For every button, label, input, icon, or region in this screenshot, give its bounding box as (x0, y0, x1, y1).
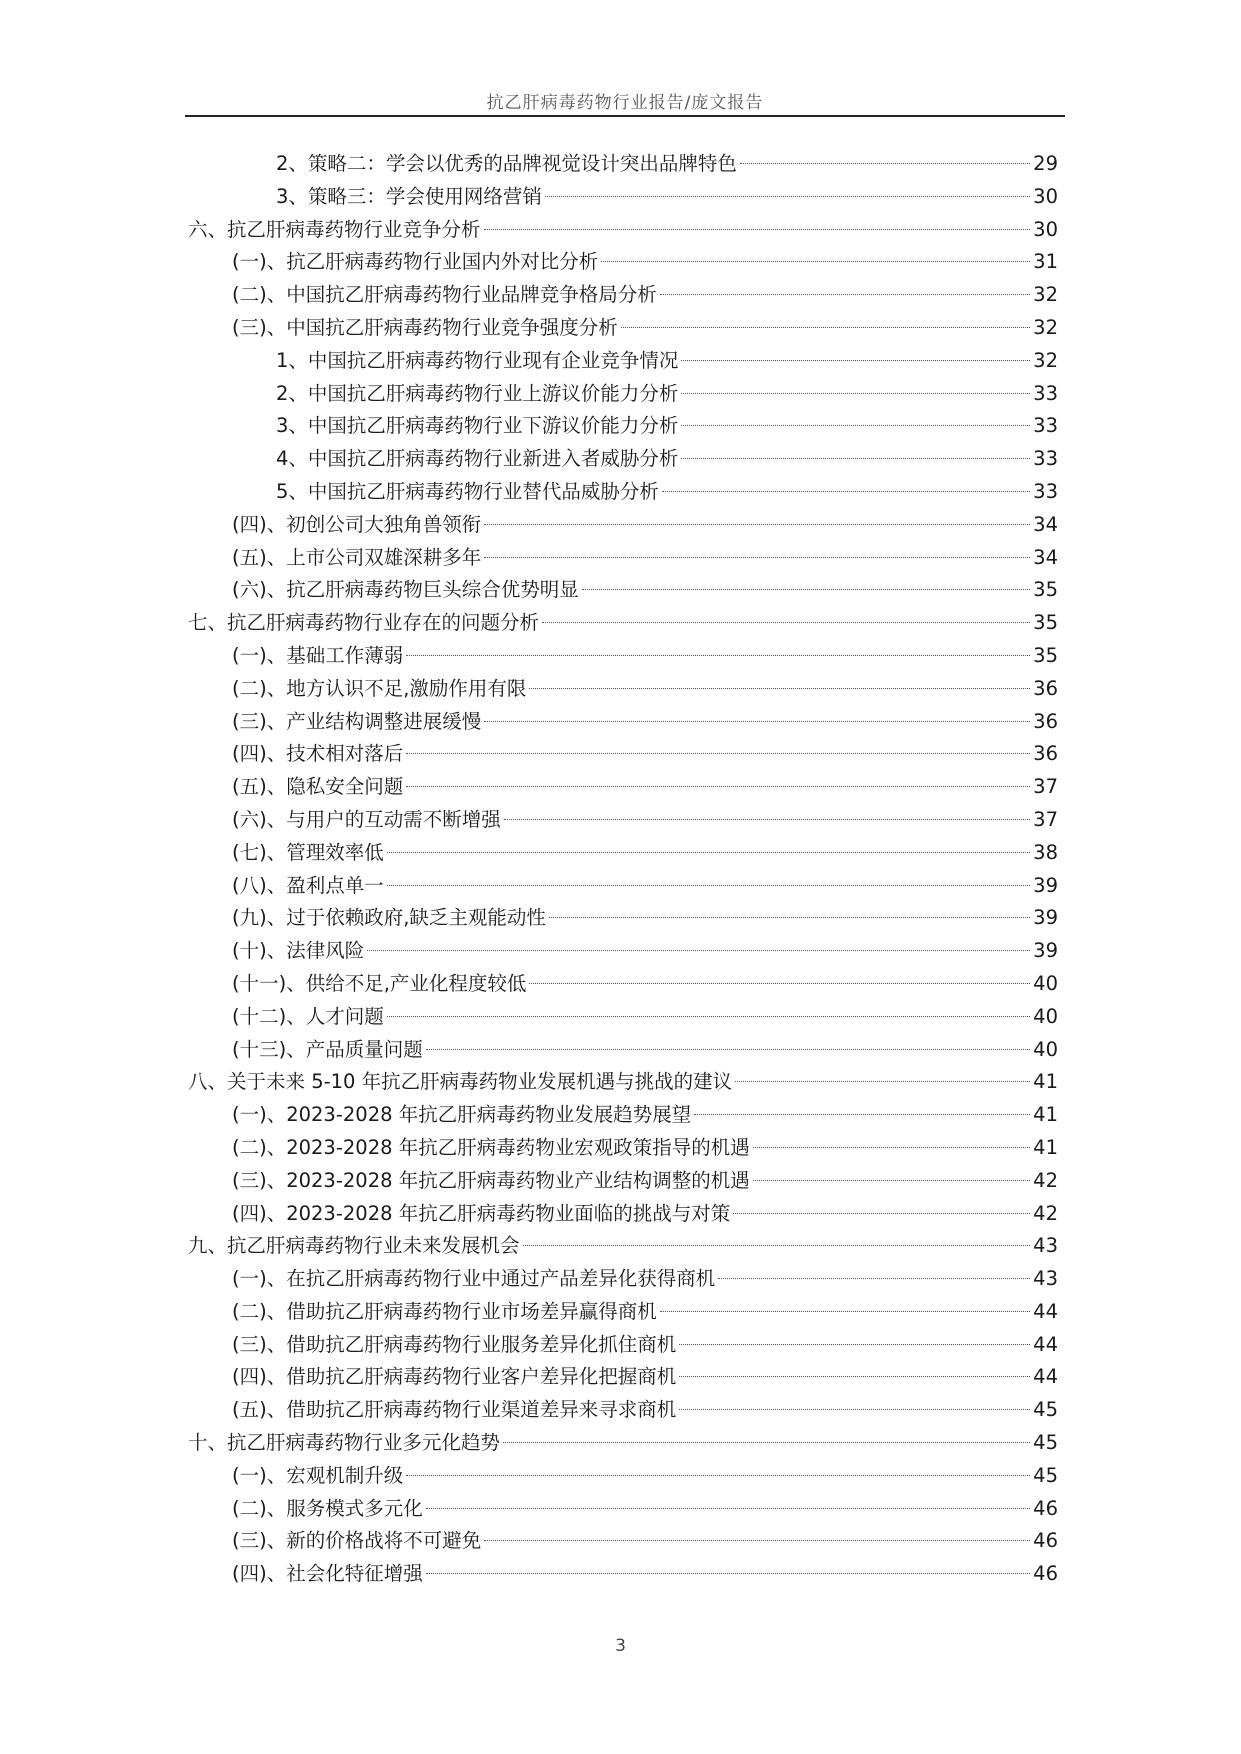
toc-entry[interactable] (188, 1034, 1058, 1067)
toc-dot-leader (545, 196, 1030, 197)
toc-entry[interactable] (188, 148, 1058, 181)
toc-entry-page: 44 (1033, 1299, 1058, 1323)
toc-dot-leader (662, 491, 1030, 492)
toc-dot-leader (582, 589, 1030, 590)
toc-dot-leader (681, 458, 1030, 459)
toc-entry-page: 33 (1033, 414, 1058, 438)
toc-dot-leader (660, 294, 1030, 295)
toc-entry-title: 2、策略二：学会以优秀的品牌视觉设计突出品牌特色 (276, 152, 737, 175)
toc-entry[interactable] (188, 1394, 1058, 1427)
toc-dot-leader (406, 1475, 1030, 1476)
toc-entry-title: (五)、隐私安全问题 (232, 775, 404, 799)
toc-entry[interactable] (188, 1558, 1058, 1591)
page-number: 3 (615, 1636, 626, 1656)
toc-dot-leader (387, 852, 1030, 853)
toc-entry-page: 32 (1033, 348, 1058, 372)
toc-dot-leader (549, 917, 1030, 918)
toc-entry-title: (三)、借助抗乙肝病毒药物行业服务差异化抓住商机 (232, 1332, 677, 1356)
header-divider (185, 115, 1065, 117)
toc-entry-page: 41 (1033, 1135, 1058, 1159)
toc-entry[interactable] (188, 378, 1058, 411)
toc-entry-title: (十三)、产品质量问题 (232, 1037, 423, 1061)
toc-entry-title: 4、中国抗乙肝病毒药物行业新进入者威胁分析 (276, 447, 679, 471)
toc-entry-title: (四)、初创公司大独角兽领衔 (232, 512, 482, 536)
toc-entry[interactable] (188, 1296, 1058, 1329)
toc-entry[interactable] (188, 607, 1058, 640)
toc-entry-page: 35 (1033, 611, 1058, 635)
toc-dot-leader (529, 983, 1030, 984)
toc-entry[interactable] (188, 935, 1058, 968)
toc-entry[interactable] (188, 673, 1058, 706)
toc-entry-page: 33 (1033, 479, 1058, 503)
toc-entry-title: 六、抗乙肝病毒药物行业竞争分析 (188, 217, 481, 241)
toc-entry-title: 七、抗乙肝病毒药物行业存在的问题分析 (188, 611, 540, 635)
toc-entry-title: (三)、产业结构调整进展缓慢 (232, 709, 482, 733)
toc-entry-page: 39 (1033, 873, 1058, 897)
toc-dot-leader (681, 393, 1030, 394)
toc-entry[interactable] (188, 1525, 1058, 1558)
toc-dot-leader (542, 622, 1030, 623)
toc-dot-leader (387, 885, 1030, 886)
toc-entry[interactable] (188, 246, 1058, 279)
toc-entry-title: (四)、社会化特征增强 (232, 1562, 423, 1586)
toc-dot-leader (484, 1540, 1030, 1541)
toc-entry[interactable] (188, 870, 1058, 903)
toc-entry[interactable] (188, 1263, 1058, 1296)
toc-entry-page: 36 (1033, 742, 1058, 766)
toc-entry-title: 3、策略三：学会使用网络营销 (276, 184, 542, 208)
toc-entry-page: 33 (1033, 381, 1058, 405)
toc-dot-leader (660, 1311, 1030, 1312)
toc-entry-page: 41 (1033, 1103, 1058, 1127)
toc-entry-title: (二)、2023-2028 年抗乙肝病毒药物业宏观政策指导的机遇 (232, 1135, 750, 1159)
toc-entry-title: (十一)、供给不足,产业化程度较低 (232, 971, 527, 995)
toc-entry-title: (十二)、人才问题 (232, 1004, 384, 1028)
toc-entry-title: 九、抗乙肝病毒药物行业未来发展机会 (188, 1234, 520, 1258)
toc-entry[interactable] (188, 837, 1058, 870)
toc-dot-leader (621, 327, 1030, 328)
toc-entry-page: 46 (1033, 1562, 1058, 1586)
toc-dot-leader (679, 1344, 1030, 1345)
toc-entry-title: (四)、2023-2028 年抗乙肝病毒药物业面临的挑战与对策 (232, 1201, 731, 1225)
toc-dot-leader (681, 360, 1030, 361)
toc-entry-page: 35 (1033, 643, 1058, 667)
toc-dot-leader (753, 1180, 1030, 1181)
toc-entry[interactable] (188, 279, 1058, 312)
toc-entry-page: 43 (1033, 1267, 1058, 1291)
toc-entry[interactable] (188, 771, 1058, 804)
toc-entry[interactable] (188, 738, 1058, 771)
table-of-contents (188, 148, 1058, 1591)
toc-entry[interactable] (188, 1001, 1058, 1034)
toc-entry[interactable] (188, 410, 1058, 443)
toc-dot-leader (406, 786, 1030, 787)
toc-entry-title: (八)、盈利点单一 (232, 873, 384, 897)
toc-entry-page: 44 (1033, 1332, 1058, 1356)
toc-dot-leader (679, 1376, 1030, 1377)
toc-entry[interactable] (188, 1132, 1058, 1165)
toc-entry-page: 32 (1033, 283, 1058, 307)
toc-entry-page: 38 (1033, 840, 1058, 864)
toc-dot-leader (426, 1573, 1030, 1574)
toc-entry[interactable] (188, 181, 1058, 214)
toc-dot-leader (679, 1409, 1030, 1410)
toc-entry[interactable] (188, 509, 1058, 542)
toc-entry-title: (三)、中国抗乙肝病毒药物行业竞争强度分析 (232, 315, 618, 339)
toc-dot-leader (601, 261, 1030, 262)
toc-entry-page: 30 (1033, 184, 1058, 208)
toc-entry-title: (七)、管理效率低 (232, 840, 384, 864)
toc-entry-title: (一)、在抗乙肝病毒药物行业中通过产品差异化获得商机 (232, 1267, 716, 1291)
toc-entry-title: (三)、2023-2028 年抗乙肝病毒药物业产业结构调整的机遇 (232, 1168, 750, 1192)
toc-entry[interactable] (188, 1099, 1058, 1132)
toc-dot-leader (484, 721, 1030, 722)
toc-entry-title: 十、抗乙肝病毒药物行业多元化趋势 (188, 1431, 501, 1455)
toc-entry-page: 30 (1033, 217, 1058, 241)
toc-entry-title: 5、中国抗乙肝病毒药物行业替代品威胁分析 (276, 479, 659, 503)
toc-entry-title: (三)、新的价格战将不可避免 (232, 1529, 482, 1553)
toc-entry[interactable] (188, 1066, 1058, 1099)
toc-entry-title: (六)、抗乙肝病毒药物巨头综合优势明显 (232, 578, 579, 602)
toc-dot-leader (426, 1508, 1030, 1509)
toc-entry-title: (一)、宏观机制升级 (232, 1463, 404, 1487)
toc-entry-page: 45 (1033, 1463, 1058, 1487)
toc-entry[interactable] (188, 443, 1058, 476)
toc-entry[interactable] (188, 574, 1058, 607)
toc-entry-page: 40 (1033, 1037, 1058, 1061)
toc-entry-title: (四)、技术相对落后 (232, 742, 404, 766)
toc-entry[interactable] (188, 1460, 1058, 1493)
toc-entry-title: 2、中国抗乙肝病毒药物行业上游议价能力分析 (276, 381, 679, 405)
toc-dot-leader (504, 819, 1030, 820)
toc-dot-leader (718, 1278, 1030, 1279)
toc-dot-leader (484, 524, 1030, 525)
toc-dot-leader (681, 425, 1030, 426)
toc-entry-page: 42 (1033, 1168, 1058, 1192)
toc-entry-title: (一)、抗乙肝病毒药物行业国内外对比分析 (232, 250, 599, 274)
toc-dot-leader (426, 1049, 1030, 1050)
toc-entry[interactable] (188, 902, 1058, 935)
toc-entry-page: 45 (1033, 1398, 1058, 1422)
toc-entry-page: 40 (1033, 971, 1058, 995)
toc-entry[interactable] (188, 1230, 1058, 1263)
toc-entry-page: 32 (1033, 315, 1058, 339)
toc-entry-page: 43 (1033, 1234, 1058, 1258)
toc-entry-title: (二)、中国抗乙肝病毒药物行业品牌竞争格局分析 (232, 283, 657, 307)
toc-entry[interactable] (188, 640, 1058, 673)
toc-entry[interactable] (188, 1427, 1058, 1460)
toc-dot-leader (733, 1213, 1030, 1214)
toc-entry-page: 36 (1033, 709, 1058, 733)
toc-entry-title: (一)、基础工作薄弱 (232, 643, 404, 667)
toc-entry-title: (九)、过于依赖政府,缺乏主观能动性 (232, 906, 546, 930)
toc-dot-leader (387, 1016, 1030, 1017)
toc-entry[interactable] (188, 1493, 1058, 1526)
toc-entry-page: 36 (1033, 676, 1058, 700)
toc-dot-leader (735, 1081, 1030, 1082)
toc-entry-page: 37 (1033, 775, 1058, 799)
toc-entry-page: 41 (1033, 1070, 1058, 1094)
toc-entry[interactable] (188, 1361, 1058, 1394)
toc-entry[interactable] (188, 1165, 1058, 1198)
toc-entry-page: 42 (1033, 1201, 1058, 1225)
toc-entry-page: 44 (1033, 1365, 1058, 1389)
toc-entry[interactable] (188, 706, 1058, 739)
toc-dot-leader (503, 1442, 1030, 1443)
toc-dot-leader (694, 1114, 1030, 1115)
toc-entry[interactable] (188, 345, 1058, 378)
toc-dot-leader (529, 688, 1030, 689)
toc-entry[interactable] (188, 214, 1058, 247)
toc-entry[interactable] (188, 968, 1058, 1001)
toc-dot-leader (484, 557, 1030, 558)
toc-entry[interactable] (188, 312, 1058, 345)
toc-dot-leader (740, 163, 1030, 164)
toc-entry-page: 29 (1033, 152, 1058, 175)
toc-entry-page: 34 (1033, 545, 1058, 569)
toc-entry-page: 45 (1033, 1431, 1058, 1455)
toc-entry-page: 39 (1033, 906, 1058, 930)
toc-entry-page: 33 (1033, 447, 1058, 471)
toc-entry-title: (五)、上市公司双雄深耕多年 (232, 545, 482, 569)
toc-entry[interactable] (188, 476, 1058, 509)
toc-dot-leader (484, 229, 1031, 230)
toc-dot-leader (367, 950, 1030, 951)
toc-dot-leader (523, 1245, 1031, 1246)
toc-entry-page: 46 (1033, 1496, 1058, 1520)
toc-entry-title: (六)、与用户的互动需不断增强 (232, 807, 501, 831)
toc-entry-title: (一)、2023-2028 年抗乙肝病毒药物业发展趋势展望 (232, 1103, 692, 1127)
toc-entry-title: 八、关于未来 5-10 年抗乙肝病毒药物业发展机遇与挑战的建议 (188, 1070, 733, 1094)
toc-entry-page: 40 (1033, 1004, 1058, 1028)
toc-entry-title: (十)、法律风险 (232, 939, 365, 963)
toc-entry-page: 31 (1033, 250, 1058, 274)
toc-entry-title: (五)、借助抗乙肝病毒药物行业渠道差异来寻求商机 (232, 1398, 677, 1422)
toc-entry-page: 35 (1033, 578, 1058, 602)
toc-dot-leader (406, 655, 1030, 656)
toc-entry[interactable] (188, 542, 1058, 575)
toc-entry[interactable] (188, 804, 1058, 837)
page-header: 抗乙肝病毒药物行业报告/庞文报告 (486, 93, 764, 113)
toc-entry-page: 46 (1033, 1529, 1058, 1553)
toc-entry-page: 34 (1033, 512, 1058, 536)
toc-entry-page: 39 (1033, 939, 1058, 963)
toc-dot-leader (753, 1147, 1030, 1148)
toc-entry-title: 3、中国抗乙肝病毒药物行业下游议价能力分析 (276, 414, 679, 438)
toc-entry-title: (二)、服务模式多元化 (232, 1496, 423, 1520)
toc-dot-leader (406, 753, 1030, 754)
toc-entry-title: (二)、借助抗乙肝病毒药物行业市场差异赢得商机 (232, 1299, 657, 1323)
toc-entry-page: 37 (1033, 807, 1058, 831)
toc-entry-title: 1、中国抗乙肝病毒药物行业现有企业竞争情况 (276, 348, 679, 372)
toc-entry[interactable] (188, 1198, 1058, 1231)
toc-entry-title: (四)、借助抗乙肝病毒药物行业客户差异化把握商机 (232, 1365, 677, 1389)
toc-entry[interactable] (188, 1329, 1058, 1362)
toc-entry-title: (二)、地方认识不足,激励作用有限 (232, 676, 527, 700)
